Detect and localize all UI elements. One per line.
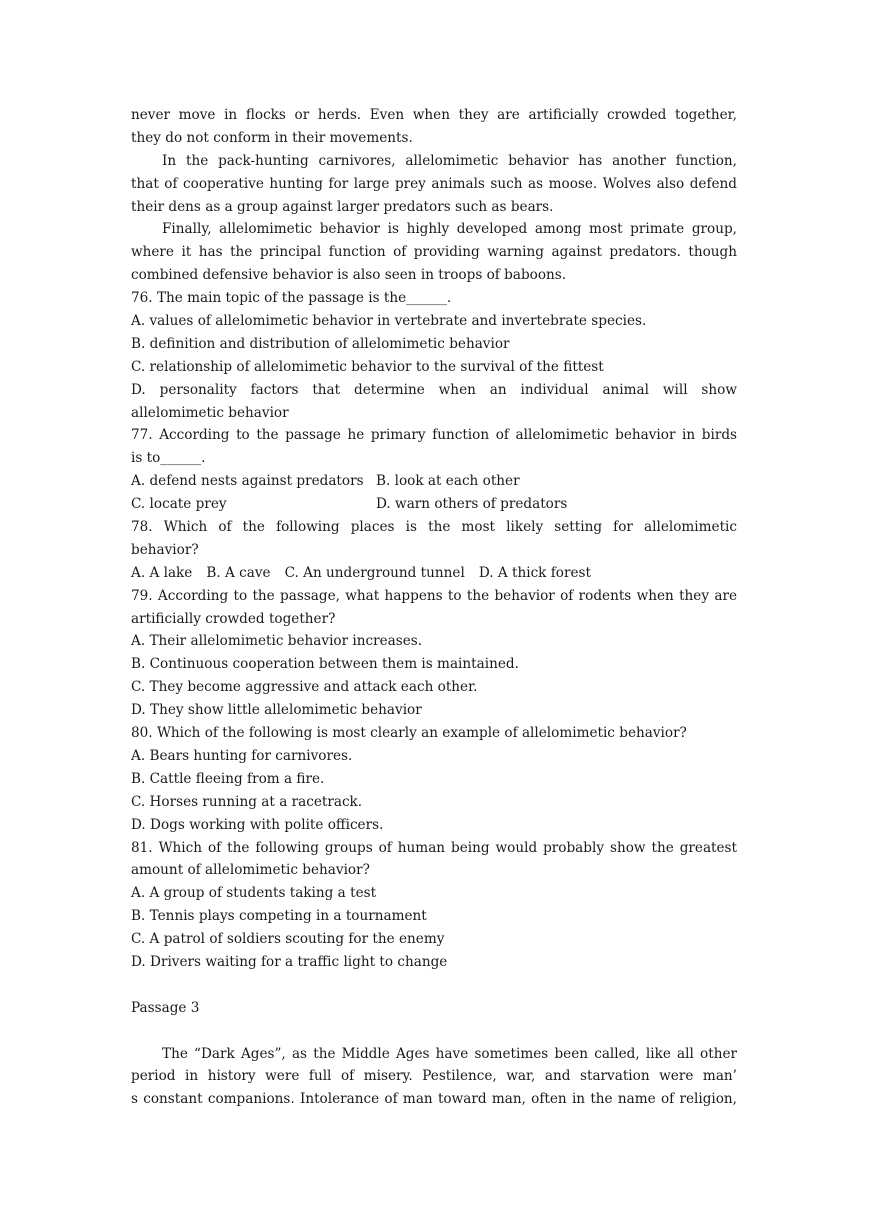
answer-option: C. An underground tunnel	[284, 564, 465, 581]
passage-line: that of cooperative hunting for large prey animals such as moose. Wolves also defend	[131, 175, 737, 192]
answer-option: D. They show little allelomimetic behavior	[131, 702, 422, 719]
passage-line: never move in flocks or herds. Even when they are artificially crowded together,	[131, 107, 737, 123]
answer-option: A. Their allelomimetic behavior increases.	[131, 633, 423, 650]
spacer	[131, 1020, 737, 1043]
passage-line: The “Dark Ages”, as the Middle Ages have sometimes been called, like all other	[162, 1045, 737, 1062]
answer-option-row	[131, 470, 737, 493]
passage-line: combined defensive behavior is also seen in troops of baboons.	[131, 267, 567, 284]
passage-line: they do not conform in their movements.	[131, 129, 413, 146]
question-stem: 77. According to the passage he primary function of allelomimetic behavior in birds	[131, 427, 737, 444]
answer-option: D. warn others of predators	[376, 496, 568, 513]
answer-option: A. Bears hunting for carnivores.	[131, 747, 353, 764]
answer-option: B. Tennis plays competing in a tournament	[131, 908, 427, 925]
answer-option-row	[131, 493, 737, 516]
question-stem: artificially crowded together?	[131, 610, 336, 627]
question-stem: 81. Which of the following groups of human being would probably show the greatest	[131, 839, 737, 856]
answer-option-row	[131, 562, 737, 585]
answer-option: D. Dogs working with polite officers.	[131, 816, 384, 833]
passage-line: period in history were full of misery. Pestilence, war, and starvation were man’	[131, 1068, 737, 1085]
question-stem: 79. According to the passage, what happens to the behavior of rodents when they are	[131, 587, 737, 604]
passage-line: In the pack-hunting carnivores, allelomimetic behavior has another function,	[162, 152, 737, 169]
answer-option: D. Drivers waiting for a traffic light to change	[131, 953, 448, 970]
answer-option: A. A lake	[131, 564, 193, 581]
passage-line: where it has the principal function of providing warning against predators. though	[131, 244, 737, 261]
answer-option: B. definition and distribution of allelomimetic behavior	[131, 335, 510, 352]
question-stem: 78. Which of the following places is the most likely setting for allelomimetic	[131, 519, 737, 536]
spacer	[131, 974, 737, 997]
answer-option: C. relationship of allelomimetic behavior to the survival of the fittest	[131, 358, 604, 375]
document-page	[131, 104, 737, 1111]
answer-option: A. values of allelomimetic behavior in vertebrate and invertebrate species.	[131, 313, 647, 330]
answer-option: C. A patrol of soldiers scouting for the enemy	[131, 931, 445, 948]
question-stem: 80. Which of the following is most clearly an example of allelomimetic behavior?	[131, 725, 687, 742]
question-stem: amount of allelomimetic behavior?	[131, 862, 370, 879]
answer-option: D. personality factors that determine when an individual animal will show	[131, 381, 737, 398]
passage-line: their dens as a group against larger predators such as bears.	[131, 198, 554, 215]
answer-option: D. A thick forest	[478, 564, 591, 581]
answer-option: A. defend nests against predators	[131, 473, 364, 490]
passage-line: s constant companions. Intolerance of man toward man, often in the name of religion,	[131, 1091, 737, 1108]
question-stem: behavior?	[131, 541, 199, 558]
answer-option: C. Horses running at a racetrack.	[131, 793, 363, 810]
answer-option: B. Cattle fleeing from a fire.	[131, 770, 325, 787]
question-stem: 76. The main topic of the passage is the______.	[131, 290, 452, 307]
answer-option: C. locate prey	[131, 496, 227, 513]
answer-option: A. A group of students taking a test	[131, 885, 377, 902]
answer-option: B. Continuous cooperation between them is maintained.	[131, 656, 519, 673]
question-stem: is to______.	[131, 450, 206, 467]
answer-option: allelomimetic behavior	[131, 404, 289, 421]
passage-heading: Passage 3	[131, 999, 200, 1016]
answer-option: B. look at each other	[376, 473, 520, 490]
passage-line: Finally, allelomimetic behavior is highly developed among most primate group,	[162, 221, 737, 238]
answer-option: C. They become aggressive and attack each other.	[131, 679, 478, 696]
answer-option: B. A cave	[206, 564, 271, 581]
